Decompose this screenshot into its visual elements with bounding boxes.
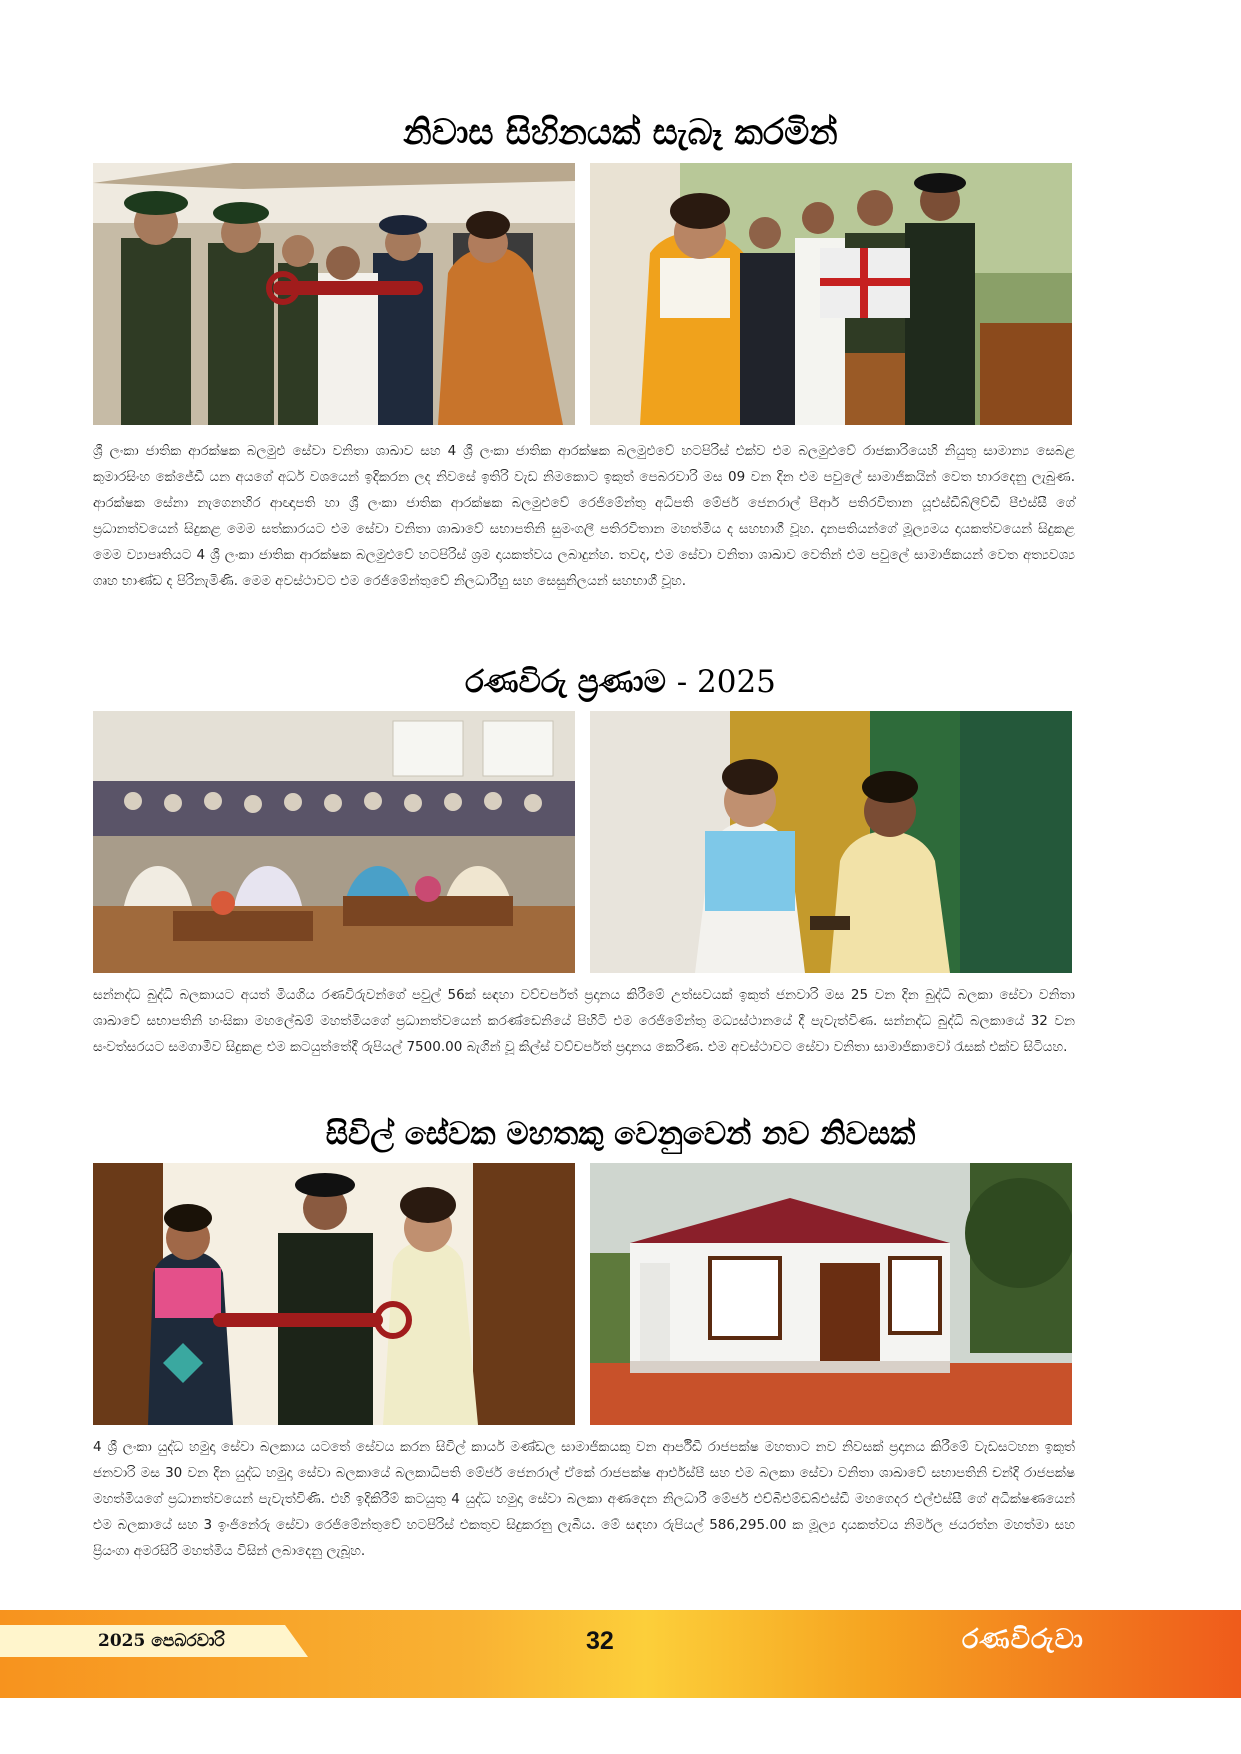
article-3-body: 4 ශ්‍රී ලංකා යුද්ධ හමුදා සේවා බලකාය යටතේ සේවය කරන සිවිල් කාර්ය මණ්ඩල සාමාජිකයකු වන ආර්පීඩී රාජපක්ෂ මහතාට නව නිවසක් ප්‍රදානය කිරීමේ වැඩසටහන ඉකුත් ජනවාරි මස 30 වන දින යුද්ධ හමුදා සේවා බලකායේ බලකාධිපති මේජර් ජෙනරාල් ඒකේ රාජපක්ෂ ආර්එස්පී සහ එම බලකා සේවා වනිතා ශාඛාවේ සභාපතිනි චන්දි රාජපක්ෂ මහත්මියගේ ප්‍රධානත්වයෙන් පැවැත්විණි. එහි ඉදිකිරීම් කටයුතු 4 යුද්ධ හමුදා සේවා බලකා අණදෙන නිලධාරී මේජර් එච්බීඑම්ඩබ්එස්ඩී මහගෙදර එල්එස්සී ගේ අධීක්ෂණයෙන් එම බලකායේ සහ 3 ඉංජිනේරු සේවා රෙජිමේන්තුවේ හටපිරිස් එකතුව සිදුකරනු ලැබීය. මේ සඳහා රුපියල් 586,295.00 ක මූල්‍ය දායකත්වය නිර්මල ජයරත්න මහත්මා සහ ප්‍රියංගා අමරසිරි මහත්මිය විසින් ලබාදෙනු ලැබූහ. (93, 1439, 1075, 1559)
article-1-headline: නිවාස සිහිනයක් සැබෑ කරමින් (403, 113, 838, 153)
article-2-headline-text: රණවිරු ප්‍රණාම (465, 664, 666, 700)
article-1-photo-goods-donation (590, 163, 1072, 425)
audience-illustration (93, 711, 575, 973)
key-presentation-illustration (93, 1163, 575, 1425)
article-3-headline: සිවිල් සේවක මහතකු වෙනුවෙන් නව නිවසක් (325, 1116, 916, 1152)
article-3-photo-new-house (590, 1163, 1072, 1425)
article-2-photo-audience (93, 711, 575, 973)
article-2-headline-year: - 2025 (676, 664, 776, 700)
magazine-logo: රණවිරුවා (962, 1624, 1084, 1655)
page-footer (0, 1610, 1241, 1698)
key-handover-illustration (93, 163, 575, 425)
article-3-photo-key-presentation (93, 1163, 575, 1425)
goods-donation-illustration (590, 163, 1072, 425)
issue-date: 2025 පෙබරවාරි (98, 1631, 225, 1651)
article-2-body: සන්නද්ධ බුද්ධි බලකායට අයත් මියගිය රණවිරුවන්ගේ පවුල් 56ක් සඳහා වව්චර්පත් ප්‍රදානය කිරීමේ උත්සවයක් ඉකුත් ජනවාරි මස 25 වන දින බුද්ධි බලකා සේවා වනිතා ශාඛාවේ සභාපතිනි හංසිකා මහලේඛම් මහත්මියගේ ප්‍රධානත්වයෙන් කරණ්ඩෙනියේ පිහිටි එම රෙජිමේන්තු මධ්‍යස්ථානයේ දී පැවැත්විණ. සන්නද්ධ බුද්ධි බලකායේ 32 වන සංවත්සරයට සමගාමීව සිදුකළ එම කටයුත්තේදී රුපියල් 7500.00 බැගින් වූ කිල්ස් වව්චර්පත් ප්‍රදානය කෙරිණ. එම අවස්ථාවට සේවා වනිතා සාමාජිකාවෝ රැසක් එක්ව සිටියහ. (93, 987, 1075, 1055)
voucher-handover-illustration (590, 711, 1072, 973)
article-1-body: ශ්‍රී ලංකා ජාතික ආරක්ෂක බලමුළු සේවා වනිතා ශාඛාව සහ 4 ශ්‍රී ලංකා ජාතික ආරක්ෂක බලමුළුවේ හටපිරිස් එක්ව එම බලමුළුවේ රාජකාරියෙහි නියුතු සාමාන්‍ය සෙබළ කුමාරසිංහ කේජේඩී යන අයගේ අර්ධ වශයෙන් ඉදිකරන ලද නිවසේ ඉතිරි වැඩ නිමකොට ඉකුත් පෙබරවාරි මස 09 වන දින එම පවුලේ සාමාජිකයින් වෙත භාරදෙනු ලැබුණ. ආරක්ෂක සේනා නැගෙනහිර ආඥාපති හා ශ්‍රී ලංකා ජාතික ආරක්ෂක බලමුළුවේ රෙජිමේන්තු අධිපති මේජර් ජෙනරාල් පීආර් පතිරවිතාන යූඑස්ඩීබ්ලිව්ඩී පීඑස්සී ගේ ප්‍රධානත්වයෙන් සිදුකළ මෙම සත්කාරයට එම සේවා වනිතා ශාඛාවේ සභාපතිනි සුමංගලී පතිරවිතාන මහත්මිය ද සහභාගී වූහ. දානපතියන්ගේ මූල්‍යමය දායකත්වයෙන් සිදුකළ මෙම ව්‍යාපෘතියට 4 ශ්‍රී ලංකා ජාතික ආරක්ෂක බලමුළුවේ හටපිරිස් ශ්‍රම දායකත්වය ලබාදුන්හ. තවද, එම සේවා වනිතා ශාඛාව වෙතින් එම පවුලේ සාමාජිකයන් වෙත අත්‍යවශ්‍ය ගෘහ භාණ්ඩ ද පිරිනැමිණි. මෙම අවස්ථාවට එම රෙජිමේන්තුවේ නිලධාරීහු සහ සෙසුනිලයන් සහභාගී වූහ. (93, 443, 1075, 589)
article-2-photo-voucher (590, 711, 1072, 973)
article-1-photo-key-handover (93, 163, 575, 425)
article-2-headline (80, 664, 1161, 701)
new-house-illustration (590, 1163, 1072, 1425)
page-number: 32 (586, 1627, 614, 1655)
